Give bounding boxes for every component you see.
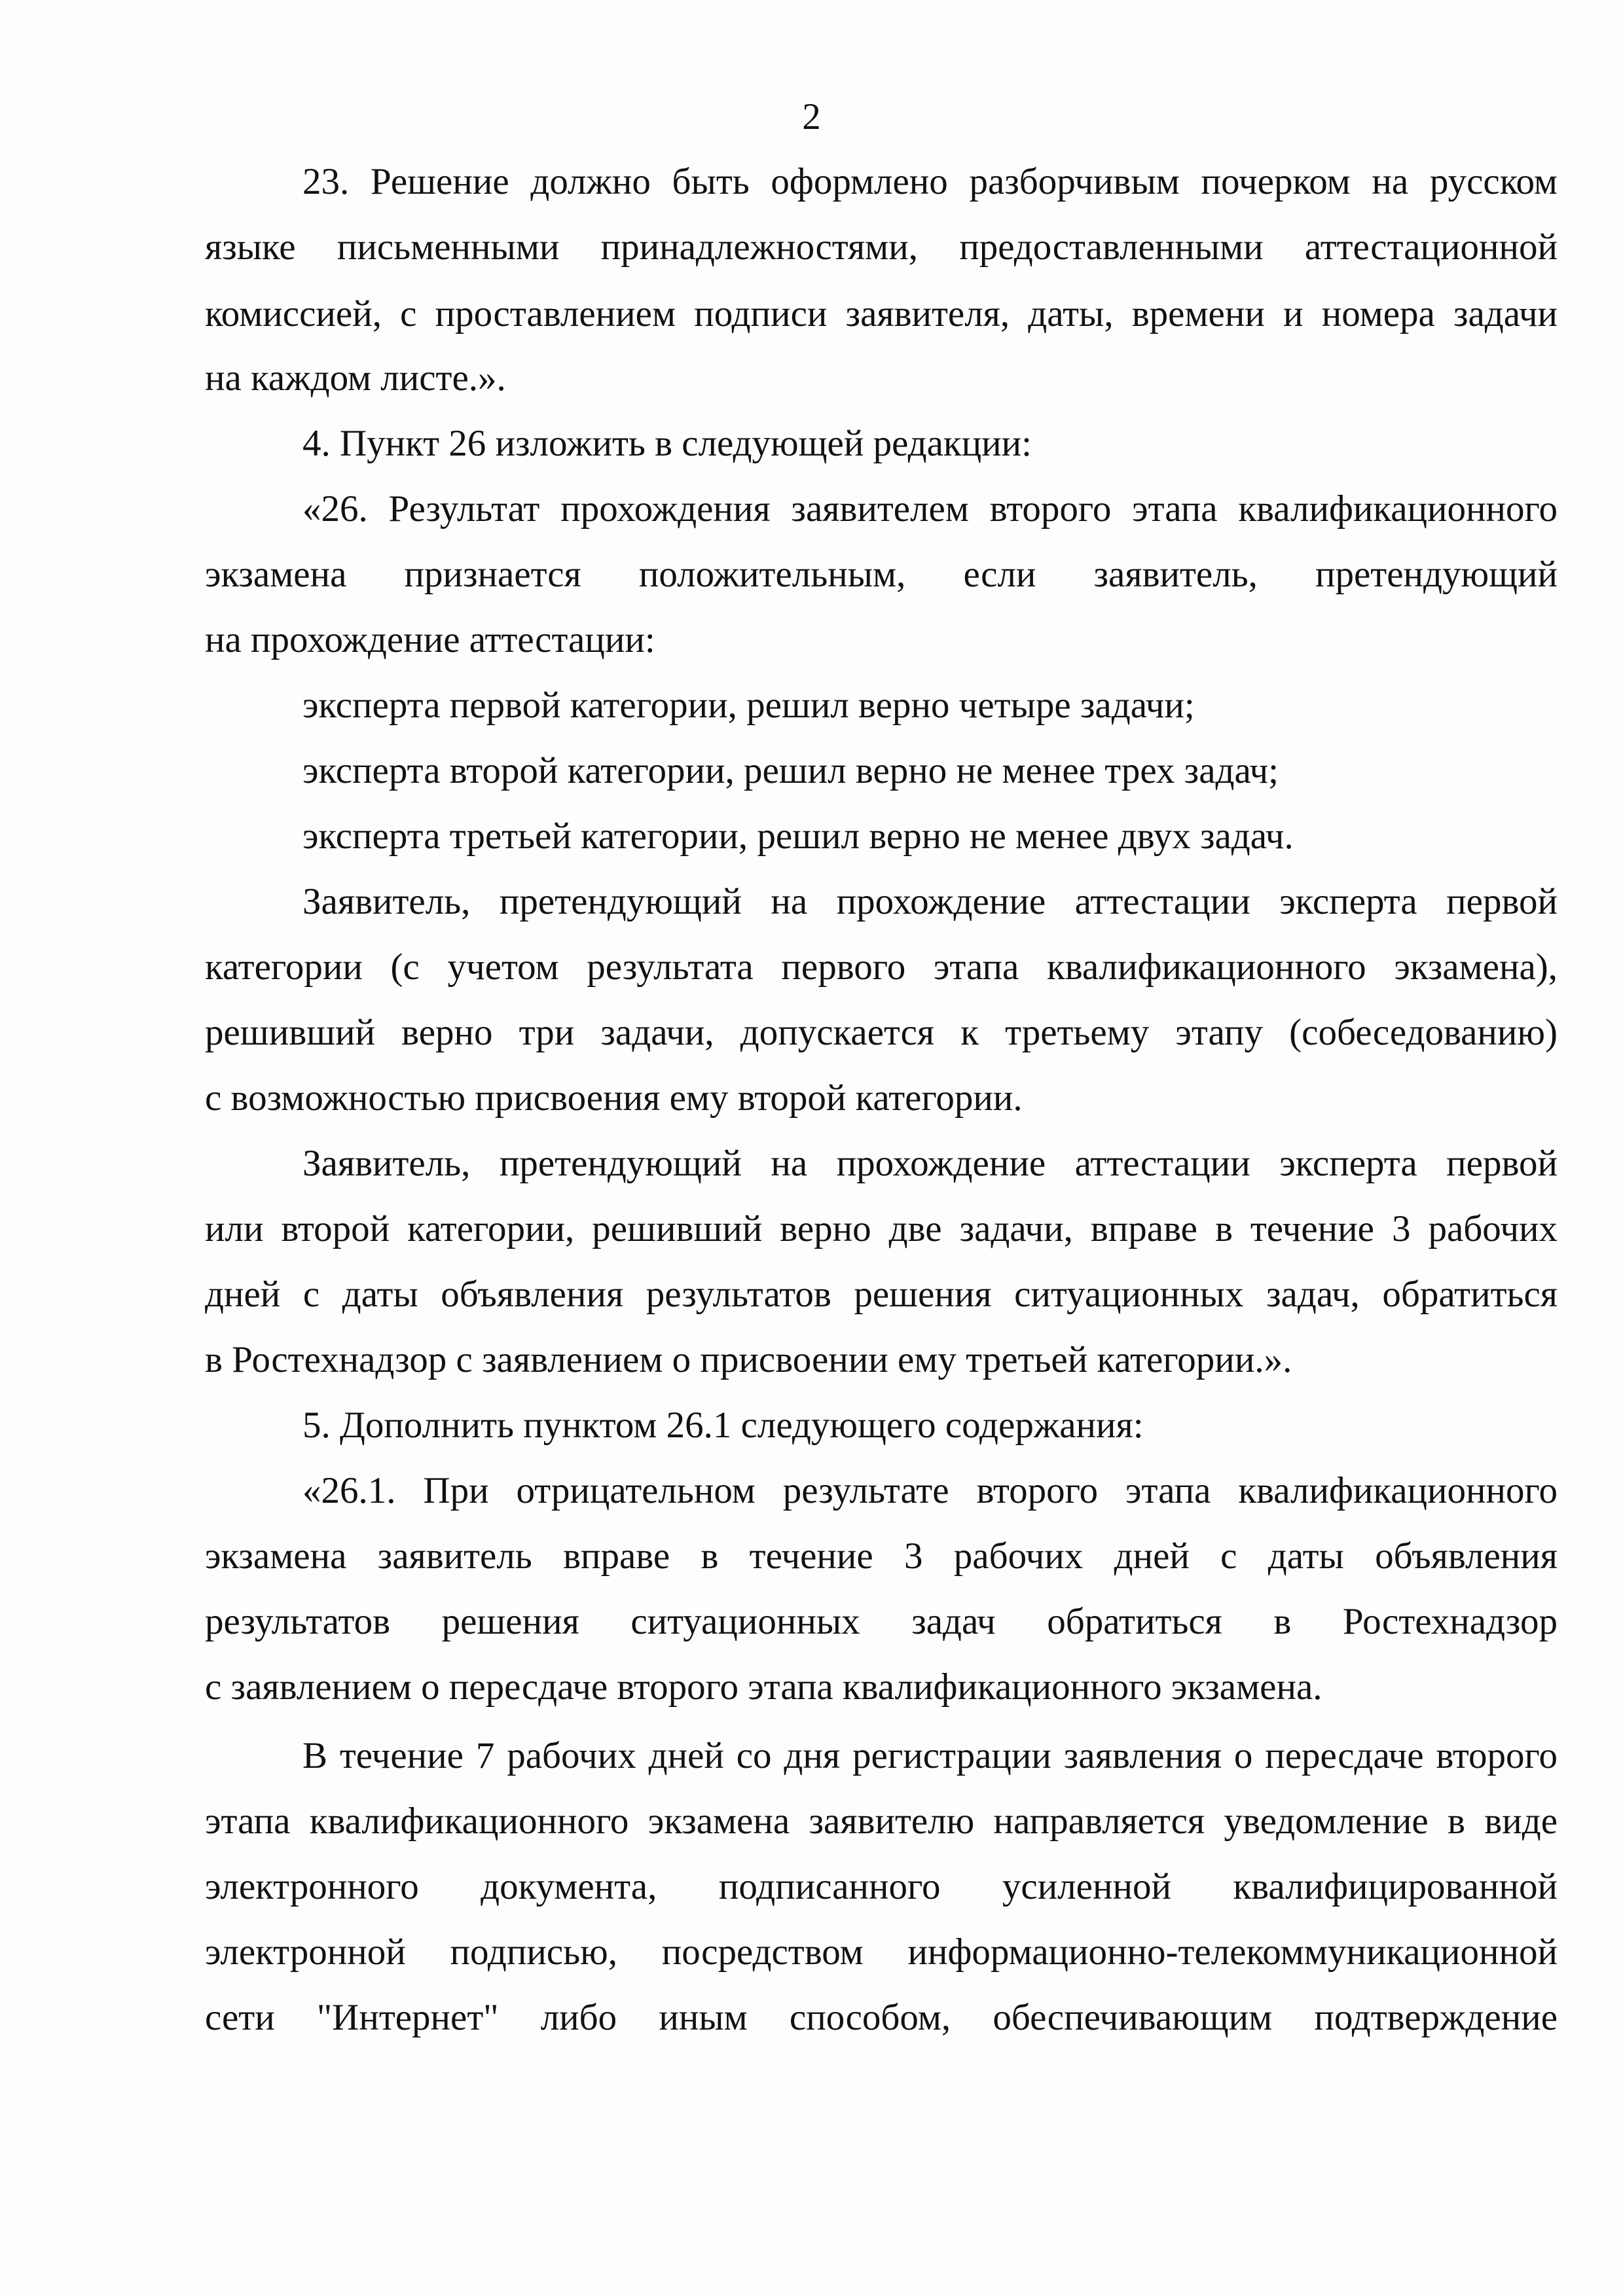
body-line: «26.1. При отрицательном результате второго этапа квалификационного bbox=[302, 1470, 1558, 1511]
body-line: на каждом листе.». bbox=[205, 357, 506, 399]
body-line: экзамена заявитель вправе в течение 3 рабочих дней с даты объявления bbox=[205, 1535, 1558, 1577]
body-line: языке письменными принадлежностями, предоставленными аттестационной bbox=[205, 226, 1558, 268]
body-line: комиссией, с проставлением подписи заявителя, даты, времени и номера задачи bbox=[205, 293, 1558, 334]
body-line: на прохождение аттестации: bbox=[205, 619, 655, 660]
body-line: с заявлением о пересдаче второго этапа квалификационного экзамена. bbox=[205, 1666, 1322, 1708]
body-line: электронного документа, подписанного усиленной квалифицированной bbox=[205, 1866, 1558, 1907]
body-line: 4. Пункт 26 изложить в следующей редакции: bbox=[302, 423, 1032, 464]
body-line: в Ростехнадзор с заявлением о присвоении ему третьей категории.». bbox=[205, 1339, 1292, 1380]
body-line: сети "Интернет" либо иным способом, обеспечивающим подтверждение bbox=[205, 1997, 1558, 2038]
body-line: дней с даты объявления результатов решения ситуационных задач, обратиться bbox=[205, 1274, 1558, 1315]
body-line: решивший верно три задачи, допускается к третьему этапу (собеседованию) bbox=[205, 1012, 1558, 1053]
body-line: экзамена признается положительным, если заявитель, претендующий bbox=[205, 554, 1558, 595]
body-line: категории (с учетом результата первого этапа квалификационного экзамена), bbox=[205, 946, 1558, 988]
body-line: или второй категории, решивший верно две задачи, вправе в течение 3 рабочих bbox=[205, 1208, 1558, 1249]
body-line: результатов решения ситуационных задач обратиться в Ростехнадзор bbox=[205, 1601, 1558, 1642]
body-line: электронной подписью, посредством информационно-телекоммуникационной bbox=[205, 1931, 1558, 1973]
body-line: этапа квалификационного экзамена заявителю направляется уведомление в виде bbox=[205, 1801, 1558, 1842]
body-line: 23. Решение должно быть оформлено разборчивым почерком на русском bbox=[302, 161, 1558, 202]
body-line: Заявитель, претендующий на прохождение аттестации эксперта первой bbox=[302, 881, 1558, 922]
body-line: эксперта третьей категории, решил верно не менее двух задач. bbox=[302, 816, 1294, 857]
body-line: эксперта второй категории, решил верно не менее трех задач; bbox=[302, 750, 1279, 791]
body-line: «26. Результат прохождения заявителем второго этапа квалификационного bbox=[302, 488, 1558, 529]
body-line: В течение 7 рабочих дней со дня регистрации заявления о пересдаче второго bbox=[302, 1735, 1558, 1776]
body-line: 5. Дополнить пунктом 26.1 следующего содержания: bbox=[302, 1405, 1144, 1446]
page-number: 2 bbox=[802, 96, 821, 137]
body-line: Заявитель, претендующий на прохождение аттестации эксперта первой bbox=[302, 1143, 1558, 1184]
body-line: эксперта первой категории, решил верно четыре задачи; bbox=[302, 685, 1195, 726]
body-line: с возможностью присвоения ему второй категории. bbox=[205, 1077, 1023, 1119]
